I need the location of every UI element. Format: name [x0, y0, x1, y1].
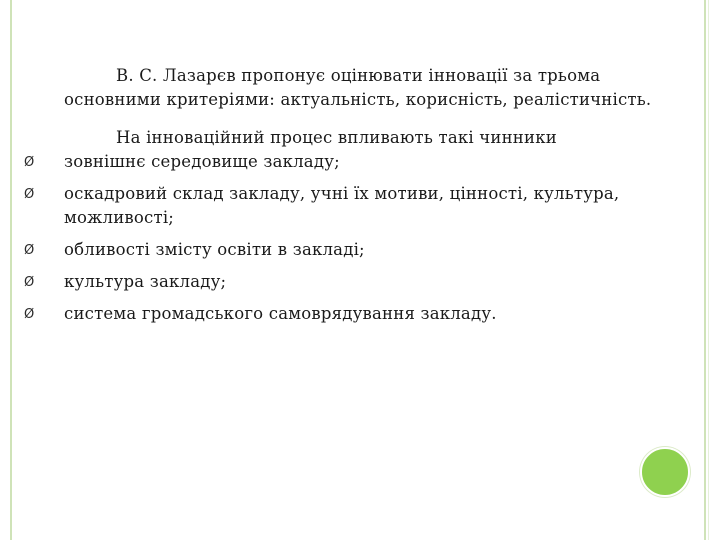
list-item-text: система громадського самоврядування закладу. — [64, 304, 497, 323]
factors-list — [24, 150, 664, 326]
list-item-text: оскадровий склад закладу, учні їх мотиви, цінності, культура, можливості; — [64, 184, 620, 227]
green-circle-decoration — [640, 447, 690, 497]
slide-content — [24, 64, 664, 326]
arrow-bullet-icon: Ø — [24, 307, 35, 322]
list-item-text: обливості змісту освіти в закладі; — [64, 240, 365, 259]
paragraph-criteria: В. С. Лазарєв пропонує оцінювати інновації за трьома основними критеріями: актуальність, корисність, реалістичність. — [64, 66, 652, 109]
left-frame-line — [10, 0, 12, 540]
list-item — [24, 302, 664, 326]
list-item — [24, 150, 664, 174]
arrow-bullet-icon: Ø — [24, 275, 35, 290]
list-item — [24, 238, 664, 262]
list-item-text: культура закладу; — [64, 272, 227, 291]
right-frame-inner-line — [708, 0, 709, 540]
arrow-bullet-icon: Ø — [24, 243, 35, 258]
list-item — [24, 182, 664, 230]
arrow-bullet-icon: Ø — [24, 187, 35, 202]
paragraph-factors-intro: На інноваційний процес впливають такі чинники — [116, 128, 557, 147]
list-item-text: зовнішнє середовище закладу; — [64, 152, 340, 171]
list-item — [24, 270, 664, 294]
right-frame-line — [704, 0, 706, 540]
arrow-bullet-icon: Ø — [24, 155, 35, 170]
